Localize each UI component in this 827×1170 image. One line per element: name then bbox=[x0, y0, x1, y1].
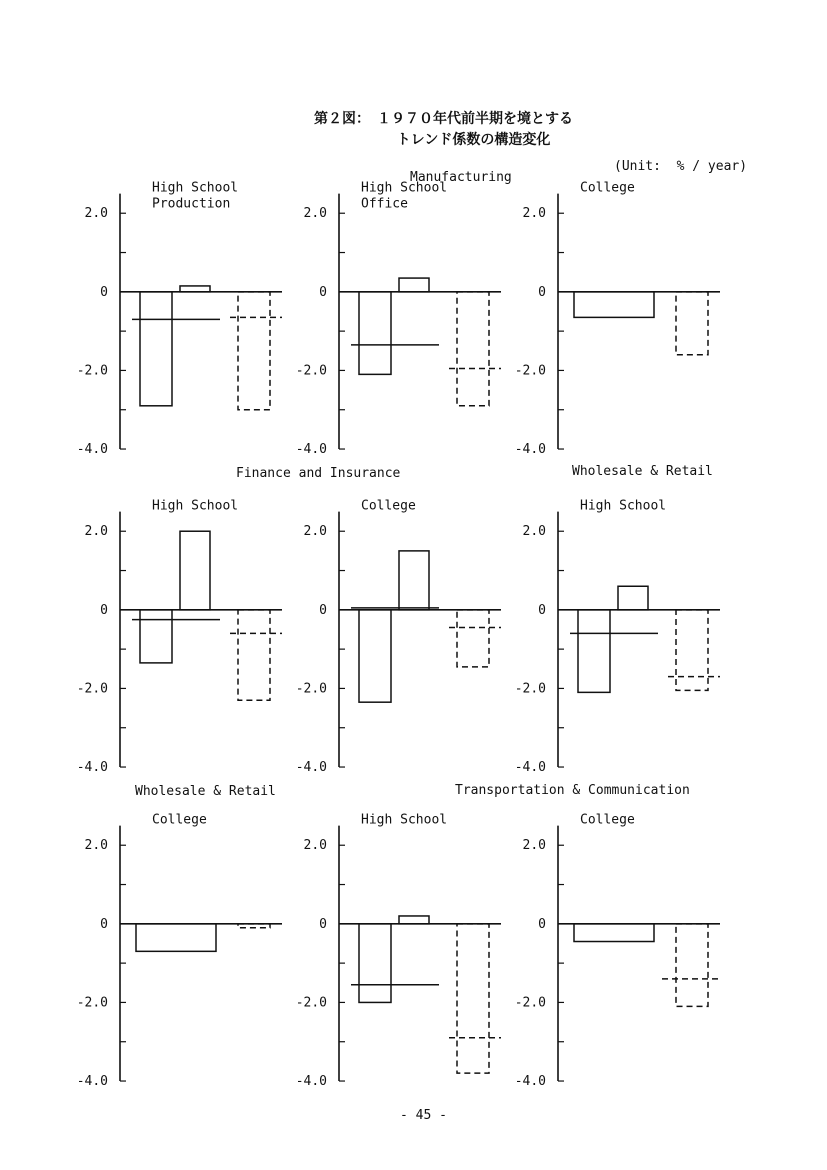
group-label-finance: Finance and Insurance bbox=[236, 466, 401, 481]
y-tick-label: 0 bbox=[538, 602, 546, 618]
bar-dashed bbox=[457, 924, 489, 1073]
bar-dashed bbox=[238, 610, 270, 700]
bar-solid bbox=[180, 286, 210, 292]
figure-title-line1: 第２図： １９７０年代前半期を境とする bbox=[314, 111, 573, 127]
chart-panel bbox=[75, 468, 315, 775]
y-tick-label: -2.0 bbox=[514, 681, 546, 697]
y-tick-label: -4.0 bbox=[514, 441, 546, 457]
y-tick-label: -2.0 bbox=[514, 995, 546, 1011]
panel-title: College bbox=[580, 812, 635, 828]
unit-label: (Unit: % / year) bbox=[614, 159, 748, 174]
bar-dashed bbox=[676, 610, 708, 691]
y-tick-label: 2.0 bbox=[522, 205, 546, 221]
y-tick-label: 0 bbox=[100, 284, 108, 300]
y-tick-label: 2.0 bbox=[84, 205, 108, 221]
y-tick-label: 0 bbox=[100, 916, 108, 932]
y-tick-label: -2.0 bbox=[514, 363, 546, 379]
y-tick-label: -4.0 bbox=[295, 1073, 327, 1089]
y-tick-label: -4.0 bbox=[295, 759, 327, 775]
bar-solid bbox=[359, 610, 391, 702]
bar-solid bbox=[399, 551, 429, 610]
y-tick-label: -2.0 bbox=[76, 363, 108, 379]
bar-solid bbox=[140, 610, 172, 663]
bar-solid bbox=[574, 292, 654, 318]
chart-panel bbox=[294, 468, 534, 775]
bar-solid bbox=[359, 292, 391, 375]
y-tick-label: -2.0 bbox=[295, 995, 327, 1011]
page-number: - 45 - bbox=[400, 1108, 447, 1123]
chart-panel bbox=[513, 782, 753, 1089]
bar-dashed bbox=[238, 292, 270, 410]
panel-title: College bbox=[580, 180, 635, 196]
chart-panel bbox=[513, 150, 753, 457]
y-tick-label: -2.0 bbox=[76, 681, 108, 697]
bar-dashed bbox=[457, 292, 489, 406]
bar-dashed bbox=[457, 610, 489, 667]
chart-panel bbox=[513, 468, 753, 775]
panel-title: Office bbox=[361, 196, 408, 212]
y-tick-label: 0 bbox=[100, 602, 108, 618]
bar-solid bbox=[180, 531, 210, 610]
y-tick-label: 2.0 bbox=[84, 523, 108, 539]
bar-solid bbox=[578, 610, 610, 693]
y-tick-label: -4.0 bbox=[76, 1073, 108, 1089]
y-tick-label: 0 bbox=[538, 284, 546, 300]
y-tick-label: -4.0 bbox=[514, 759, 546, 775]
y-tick-label: 0 bbox=[319, 916, 327, 932]
y-tick-label: -4.0 bbox=[295, 441, 327, 457]
bar-dashed bbox=[676, 924, 708, 1007]
bar-solid bbox=[140, 292, 172, 406]
bar-dashed bbox=[676, 292, 708, 355]
bar-solid bbox=[574, 924, 654, 942]
y-tick-label: 0 bbox=[319, 284, 327, 300]
y-tick-label: 2.0 bbox=[303, 205, 327, 221]
chart-panel bbox=[75, 782, 315, 1089]
panel-title: Production bbox=[152, 196, 231, 212]
y-tick-label: -2.0 bbox=[295, 363, 327, 379]
bar-solid bbox=[399, 278, 429, 292]
panel-title: High School bbox=[361, 812, 448, 828]
y-tick-label: 2.0 bbox=[303, 837, 327, 853]
y-tick-label: -4.0 bbox=[76, 441, 108, 457]
y-tick-label: -4.0 bbox=[76, 759, 108, 775]
group-label-wholesale-retail-2: Wholesale & Retail bbox=[135, 784, 276, 799]
panel-title: High School bbox=[361, 180, 448, 196]
chart-panel bbox=[294, 782, 534, 1089]
bar-solid bbox=[136, 924, 216, 952]
y-tick-label: -4.0 bbox=[514, 1073, 546, 1089]
y-tick-label: 2.0 bbox=[522, 523, 546, 539]
bar-solid bbox=[359, 924, 391, 1003]
group-label-manufacturing: Manufacturing bbox=[410, 170, 512, 185]
figure-title-line2: トレンド係数の構造変化 bbox=[396, 132, 551, 148]
panel-title: High School bbox=[152, 498, 239, 514]
y-tick-label: 0 bbox=[319, 602, 327, 618]
y-tick-label: 2.0 bbox=[303, 523, 327, 539]
chart-panel bbox=[75, 150, 315, 457]
panel-title: High School bbox=[152, 180, 239, 196]
bar-solid bbox=[399, 916, 429, 924]
y-tick-label: 2.0 bbox=[522, 837, 546, 853]
panel-title: High School bbox=[580, 498, 667, 514]
chart-panel bbox=[294, 150, 534, 457]
group-label-wholesale-retail-1: Wholesale & Retail bbox=[572, 464, 713, 479]
y-tick-label: 0 bbox=[538, 916, 546, 932]
y-tick-label: -2.0 bbox=[295, 681, 327, 697]
bar-solid bbox=[618, 586, 648, 610]
panel-title: College bbox=[361, 498, 416, 514]
y-tick-label: -2.0 bbox=[76, 995, 108, 1011]
y-tick-label: 2.0 bbox=[84, 837, 108, 853]
panel-title: College bbox=[152, 812, 207, 828]
group-label-transportation: Transportation & Communication bbox=[455, 783, 690, 798]
